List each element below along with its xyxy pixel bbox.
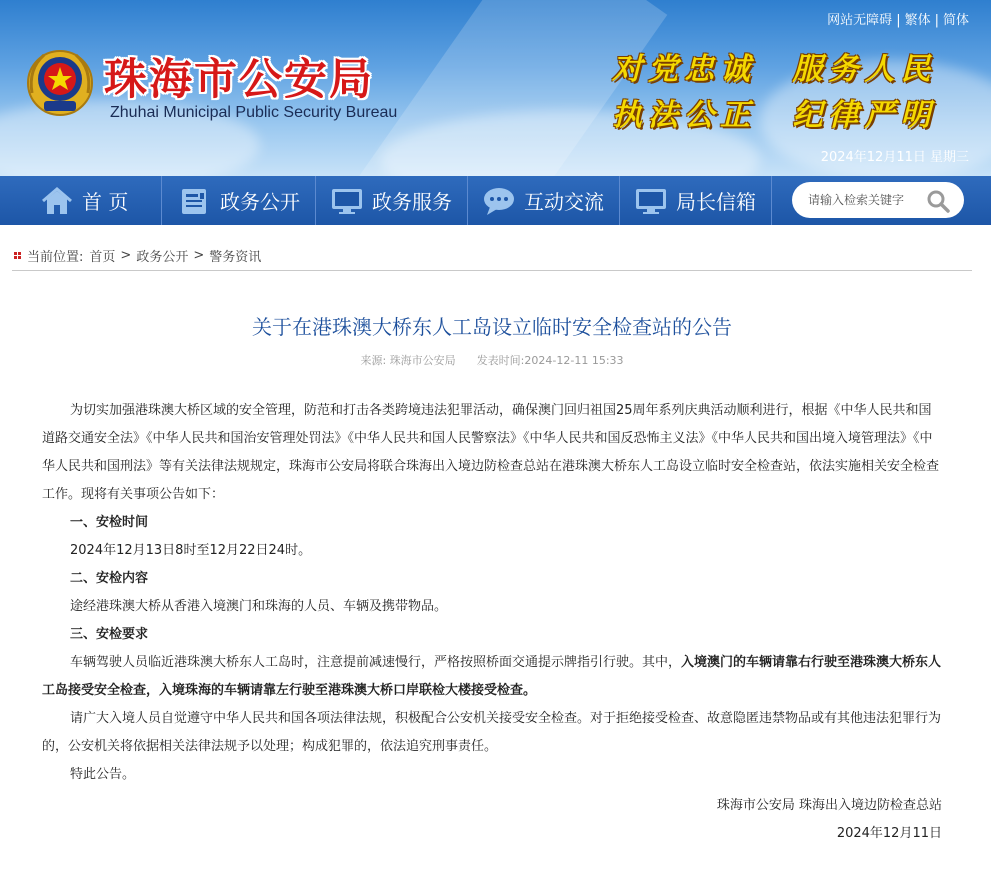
slogan-line-2: 执法公正 纪律严明: [612, 98, 937, 133]
section-heading: 二、安检内容: [70, 571, 149, 586]
breadcrumb-separator: >: [193, 248, 205, 263]
accessibility-link[interactable]: 网站无障碍: [827, 13, 893, 28]
nav-label: 政务公开: [220, 190, 300, 214]
home-icon: [40, 186, 74, 216]
simplified-chinese-link[interactable]: 简体: [942, 13, 969, 28]
bullet-icon: [14, 252, 21, 259]
article-title: 关于在港珠澳大桥东人工岛设立临时安全检查站的公告: [252, 315, 732, 339]
document-icon: [178, 186, 212, 216]
monitor-icon: [330, 186, 364, 216]
sign-date: 2024年12月11日: [836, 826, 942, 841]
breadcrumb-police-news-link[interactable]: 警务资讯: [209, 250, 262, 265]
nav-label: 互动交流: [524, 190, 604, 214]
search-box: [792, 182, 964, 218]
breadcrumb-prefix: 当前位置:: [27, 250, 84, 265]
police-emblem-icon[interactable]: [26, 49, 94, 119]
current-date: 2024年12月11日 星期三: [820, 150, 969, 165]
site-header: [0, 0, 991, 176]
section-paragraph: 请广大入境人员自觉遵守中华人民共和国各项法律法规，积极配合公安机关接受安全检查。对于拒绝接受检查、故意隐匿违禁物品或有其他违法犯罪行为的，公安机关将依据相关法律法规予以处理；构成犯罪的，依法追究刑事责任。: [42, 711, 942, 754]
breadcrumb-separator: >: [120, 248, 132, 263]
date-label: 发表时间:: [476, 354, 525, 367]
monitor-icon: [634, 186, 668, 216]
article-body: [42, 397, 942, 789]
nav-item-government-affairs[interactable]: [162, 176, 316, 225]
source-label: 来源:: [360, 354, 387, 367]
section-paragraph: 2024年12月13日8时至12月22日24时。: [70, 543, 312, 558]
article-meta: [0, 352, 984, 368]
nav-label: 政务服务: [372, 190, 452, 214]
section-heading: 三、安检要求: [70, 627, 149, 642]
date-value: 2024-12-11 15:33: [524, 354, 624, 367]
breadcrumb: [14, 246, 261, 265]
section-paragraph: [42, 649, 942, 705]
section-heading: 一、安检时间: [70, 515, 149, 530]
separator: |: [896, 13, 901, 28]
separator: |: [934, 13, 939, 28]
divider: [12, 270, 972, 271]
nav-label: 首 页: [82, 190, 129, 214]
chat-bubble-icon: [482, 186, 516, 216]
intro-paragraph: 为切实加强港珠澳大桥区域的安全管理，防范和打击各类跨境违法犯罪活动，确保澳门回归祖国25周年系列庆典活动顺利进行，根据《中华人民共和国道路交通安全法》《中华人民共和国治安管理处罚法》《中华人民共和国人民警察法》《中华人民共和国反恐怖主义法》《中华人民共和国出境入境管理法》《中华人民共和国刑法》等有关法律法规规定，珠海市公安局将联合珠海出入境边防检查总站在港珠澳大桥东人工岛设立临时安全检查站，依法实施相关安全检查工作。现将有关事项公告如下：: [42, 403, 940, 502]
nav-label: 局长信箱: [676, 190, 756, 214]
signature-block: [717, 792, 942, 848]
breadcrumb-government-affairs-link[interactable]: 政务公开: [136, 250, 189, 265]
site-title: 珠海市公安局: [104, 55, 374, 105]
nav-item-government-services[interactable]: [316, 176, 468, 225]
closing-paragraph: 特此公告。: [70, 767, 136, 782]
section-paragraph: 途经港珠澳大桥从香港入境澳门和珠海的人员、车辆及携带物品。: [70, 599, 448, 614]
search-icon[interactable]: [926, 189, 950, 213]
nav-item-director-mailbox[interactable]: [620, 176, 772, 225]
breadcrumb-home-link[interactable]: 首页: [89, 250, 116, 265]
top-links: [827, 9, 969, 28]
emphasized-text: 入境澳门的车辆请靠右行驶至港珠澳大桥东人工岛接受安全检查，入境珠海的车辆请靠左行驶至港珠澳大桥口岸联检大楼接受检查。: [42, 655, 942, 698]
signatory: 珠海市公安局 珠海出入境边防检查总站: [716, 798, 942, 813]
traditional-chinese-link[interactable]: 繁体: [904, 13, 931, 28]
source-value: 珠海市公安局: [389, 354, 456, 367]
slogan-line-1: 对党忠诚 服务人民: [612, 52, 937, 87]
search-input[interactable]: [806, 192, 930, 208]
nav-item-home[interactable]: [12, 176, 162, 225]
paragraph-text: 车辆驾驶人员临近港珠澳大桥东人工岛时，注意提前减速慢行，严格按照桥面交通提示牌指引行驶。其中，: [70, 655, 682, 670]
nav-item-interaction[interactable]: [468, 176, 620, 225]
site-title-english: Zhuhai Municipal Public Security Bureau: [110, 104, 398, 121]
